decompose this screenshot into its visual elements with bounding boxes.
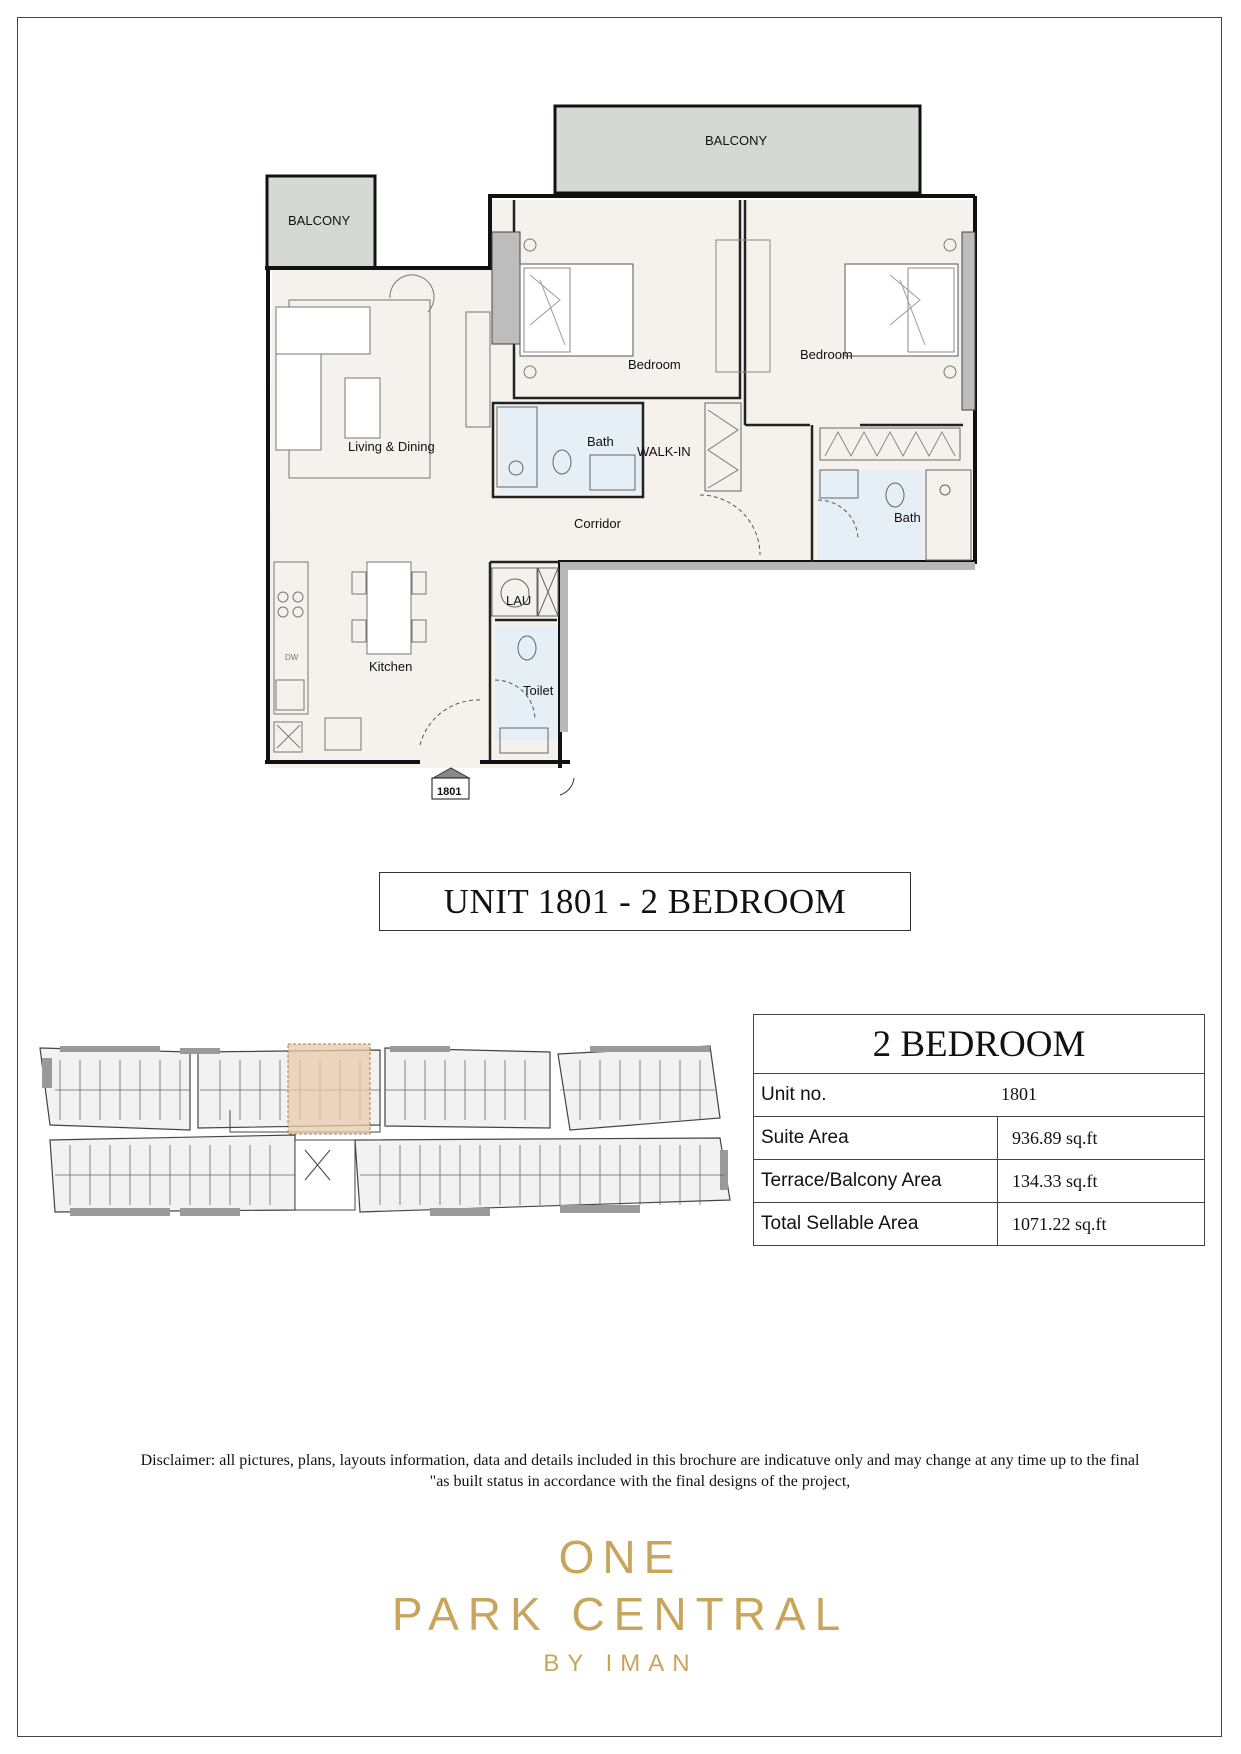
- suite-area-label: Suite Area: [754, 1117, 998, 1160]
- suite-area-value: 936.89 sq.ft: [998, 1117, 1205, 1160]
- balcony-left-label: BALCONY: [288, 213, 351, 228]
- brand-logo: [300, 1530, 941, 1684]
- walk-in-label: WALK-IN: [637, 444, 691, 459]
- bedroom-1-label: Bedroom: [628, 357, 681, 372]
- living-dining-label: Living & Dining: [348, 439, 435, 454]
- disclaimer-line-2: "as built status in accordance with the final designs of the project,: [429, 1473, 851, 1490]
- wardrobe-1: [492, 232, 520, 344]
- toilet-label: Toilet: [523, 683, 554, 698]
- corridor-label: Corridor: [574, 516, 621, 531]
- total-area-label: Total Sellable Area: [754, 1203, 998, 1246]
- unit-floor-plan: [0, 0, 1241, 830]
- logo-line-2: PARK CENTRAL: [391, 1588, 850, 1640]
- unit-title: UNIT 1801 - 2 BEDROOM: [443, 881, 847, 921]
- kitchen-label: Kitchen: [369, 659, 413, 674]
- logo-line-3: BY IMAN: [543, 1650, 698, 1677]
- bath-1-floor: [500, 403, 643, 493]
- unit-no-value: 1801: [1001, 1084, 1037, 1104]
- disclaimer: [60, 1450, 1220, 1492]
- unit-no-label: Unit no.: [761, 1084, 827, 1105]
- wardrobe-2: [962, 232, 975, 410]
- total-area-value: 1071.22 sq.ft: [998, 1203, 1205, 1246]
- terrace-area-value: 134.33 sq.ft: [998, 1160, 1205, 1203]
- bedroom-2-label: Bedroom: [800, 347, 853, 362]
- logo-line-1: ONE: [558, 1531, 683, 1583]
- unit-spec-table: [753, 1014, 1205, 1246]
- bath-2-label: Bath: [894, 510, 921, 525]
- key-plan: [30, 1040, 735, 1225]
- terrace-area-label: Terrace/Balcony Area: [754, 1160, 998, 1203]
- balcony-top-label: BALCONY: [705, 133, 768, 148]
- dw-label: DW: [285, 653, 299, 662]
- spec-heading: 2 BEDROOM: [754, 1015, 1205, 1074]
- exterior-wall: [560, 562, 975, 570]
- exterior-wall-vertical: [560, 562, 568, 732]
- entry-tag-label: 1801: [437, 786, 462, 798]
- lau-label: LAU: [506, 593, 532, 608]
- unit-highlight: [288, 1044, 370, 1134]
- bath-1-label: Bath: [587, 434, 614, 449]
- top-balcony: [555, 106, 920, 193]
- disclaimer-line-1: Disclaimer: all pictures, plans, layouts information, data and details included in this brochure are indicatuve only and may change at any time up to the final: [140, 1452, 1140, 1469]
- unit-no-row: [754, 1074, 1205, 1117]
- unit-title-box: [379, 872, 911, 931]
